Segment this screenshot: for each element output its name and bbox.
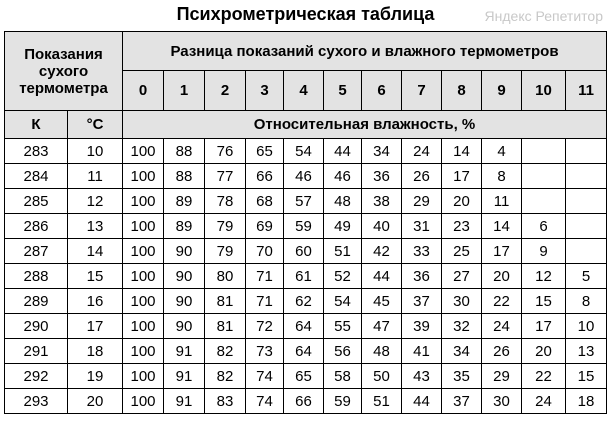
table-row [5, 289, 607, 314]
humidity-cell: 37 [402, 289, 442, 314]
humidity-cell: 18 [566, 389, 607, 414]
diff-header-cell: 7 [402, 71, 442, 111]
diff-header-cell: 0 [123, 71, 164, 111]
humidity-cell: 66 [284, 389, 324, 414]
humidity-cell: 17 [522, 314, 566, 339]
humidity-cell: 29 [482, 364, 522, 389]
humidity-cell: 38 [362, 189, 402, 214]
humidity-cell: 48 [324, 189, 362, 214]
humidity-cell: 82 [205, 339, 246, 364]
humidity-cell: 60 [284, 239, 324, 264]
humidity-cell: 61 [284, 264, 324, 289]
humidity-cell: 55 [324, 314, 362, 339]
humidity-cell: 100 [123, 239, 164, 264]
humidity-cell: 54 [324, 289, 362, 314]
humidity-cell: 56 [324, 339, 362, 364]
celsius-cell: 12 [68, 189, 123, 214]
humidity-cell: 91 [164, 389, 205, 414]
watermark: Яндекс Репетитор [484, 8, 603, 24]
humidity-cell: 80 [205, 264, 246, 289]
diff-header-cell: 8 [442, 71, 482, 111]
humidity-cell: 42 [362, 239, 402, 264]
humidity-cell: 33 [402, 239, 442, 264]
kelvin-cell: 285 [5, 189, 68, 214]
humidity-cell: 41 [402, 339, 442, 364]
humidity-cell: 15 [522, 289, 566, 314]
unit-celsius-header: °С [68, 111, 123, 139]
humidity-cell: 65 [284, 364, 324, 389]
humidity-cell: 14 [482, 214, 522, 239]
humidity-cell: 51 [362, 389, 402, 414]
humidity-cell: 8 [482, 164, 522, 189]
diff-header-cell: 10 [522, 71, 566, 111]
humidity-cell: 44 [362, 264, 402, 289]
humidity-cell: 90 [164, 239, 205, 264]
humidity-cell: 79 [205, 214, 246, 239]
humidity-cell: 25 [442, 239, 482, 264]
humidity-cell: 48 [362, 339, 402, 364]
humidity-cell: 24 [522, 389, 566, 414]
humidity-cell: 90 [164, 264, 205, 289]
humidity-cell: 13 [566, 339, 607, 364]
humidity-cell [566, 214, 607, 239]
humidity-cell: 100 [123, 214, 164, 239]
humidity-cell: 71 [246, 289, 284, 314]
difference-header: Разница показаний сухого и влажного термометров [123, 32, 607, 71]
humidity-cell: 100 [123, 189, 164, 214]
kelvin-cell: 291 [5, 339, 68, 364]
humidity-cell: 64 [284, 339, 324, 364]
humidity-cell: 26 [402, 164, 442, 189]
kelvin-cell: 289 [5, 289, 68, 314]
table-row [5, 164, 607, 189]
humidity-cell: 74 [246, 389, 284, 414]
table-row [5, 264, 607, 289]
humidity-cell: 70 [246, 239, 284, 264]
diff-header-cell: 1 [164, 71, 205, 111]
humidity-cell: 30 [442, 289, 482, 314]
humidity-cell: 58 [324, 364, 362, 389]
humidity-cell: 100 [123, 264, 164, 289]
humidity-cell [522, 189, 566, 214]
humidity-cell: 91 [164, 364, 205, 389]
humidity-cell: 23 [442, 214, 482, 239]
humidity-cell: 90 [164, 289, 205, 314]
humidity-cell: 76 [205, 139, 246, 164]
humidity-cell: 35 [442, 364, 482, 389]
humidity-cell: 89 [164, 189, 205, 214]
humidity-cell: 59 [324, 389, 362, 414]
humidity-cell: 4 [482, 139, 522, 164]
humidity-cell: 66 [246, 164, 284, 189]
diff-header-cell: 3 [246, 71, 284, 111]
humidity-cell: 79 [205, 239, 246, 264]
humidity-cell [566, 189, 607, 214]
humidity-cell: 36 [402, 264, 442, 289]
humidity-cell: 59 [284, 214, 324, 239]
humidity-cell: 69 [246, 214, 284, 239]
humidity-cell: 82 [205, 364, 246, 389]
kelvin-cell: 287 [5, 239, 68, 264]
humidity-cell: 83 [205, 389, 246, 414]
psychrometric-table [4, 31, 607, 414]
humidity-cell: 72 [246, 314, 284, 339]
humidity-cell: 43 [402, 364, 442, 389]
diff-header-cell: 5 [324, 71, 362, 111]
diff-header-cell: 2 [205, 71, 246, 111]
humidity-cell: 65 [246, 139, 284, 164]
humidity-cell: 78 [205, 189, 246, 214]
celsius-cell: 19 [68, 364, 123, 389]
humidity-cell: 8 [566, 289, 607, 314]
kelvin-cell: 292 [5, 364, 68, 389]
celsius-cell: 20 [68, 389, 123, 414]
diff-header-cell: 11 [566, 71, 607, 111]
table-row [5, 139, 607, 164]
humidity-cell: 37 [442, 389, 482, 414]
humidity-cell: 36 [362, 164, 402, 189]
kelvin-cell: 288 [5, 264, 68, 289]
humidity-cell: 100 [123, 314, 164, 339]
table-row [5, 239, 607, 264]
humidity-cell: 81 [205, 289, 246, 314]
humidity-cell: 54 [284, 139, 324, 164]
diff-header-cell: 6 [362, 71, 402, 111]
humidity-cell: 90 [164, 314, 205, 339]
humidity-cell [522, 164, 566, 189]
table-row [5, 314, 607, 339]
humidity-cell: 52 [324, 264, 362, 289]
table-row [5, 214, 607, 239]
humidity-cell: 6 [522, 214, 566, 239]
celsius-cell: 10 [68, 139, 123, 164]
humidity-cell: 39 [402, 314, 442, 339]
humidity-cell: 71 [246, 264, 284, 289]
humidity-cell: 88 [164, 164, 205, 189]
humidity-cell: 100 [123, 389, 164, 414]
celsius-cell: 15 [68, 264, 123, 289]
humidity-cell: 100 [123, 364, 164, 389]
humidity-cell: 100 [123, 164, 164, 189]
humidity-cell: 44 [324, 139, 362, 164]
humidity-cell: 20 [482, 264, 522, 289]
humidity-cell: 17 [482, 239, 522, 264]
humidity-cell: 91 [164, 339, 205, 364]
humidity-cell: 20 [522, 339, 566, 364]
humidity-cell: 10 [566, 314, 607, 339]
humidity-cell: 89 [164, 214, 205, 239]
humidity-cell: 74 [246, 364, 284, 389]
humidity-cell: 64 [284, 314, 324, 339]
humidity-cell: 40 [362, 214, 402, 239]
humidity-cell [566, 139, 607, 164]
table-row [5, 339, 607, 364]
humidity-cell: 51 [324, 239, 362, 264]
humidity-cell: 44 [402, 389, 442, 414]
celsius-cell: 17 [68, 314, 123, 339]
diff-header-cell: 9 [482, 71, 522, 111]
humidity-cell [522, 139, 566, 164]
humidity-cell: 22 [522, 364, 566, 389]
diff-header-cell: 4 [284, 71, 324, 111]
humidity-cell: 20 [442, 189, 482, 214]
humidity-cell: 31 [402, 214, 442, 239]
humidity-cell: 17 [442, 164, 482, 189]
celsius-cell: 16 [68, 289, 123, 314]
humidity-cell: 81 [205, 314, 246, 339]
humidity-cell: 100 [123, 339, 164, 364]
table-title: Психрометрическая таблица [176, 4, 435, 24]
humidity-cell: 62 [284, 289, 324, 314]
table-row [5, 189, 607, 214]
humidity-cell: 47 [362, 314, 402, 339]
humidity-cell: 77 [205, 164, 246, 189]
kelvin-cell: 293 [5, 389, 68, 414]
humidity-header: Относительная влажность, % [123, 111, 607, 139]
humidity-cell: 12 [522, 264, 566, 289]
humidity-cell: 26 [482, 339, 522, 364]
humidity-cell: 100 [123, 139, 164, 164]
dry-thermometer-header: Показания сухого термометра [5, 32, 123, 111]
humidity-cell: 49 [324, 214, 362, 239]
humidity-cell: 14 [442, 139, 482, 164]
humidity-cell: 46 [324, 164, 362, 189]
humidity-cell: 30 [482, 389, 522, 414]
celsius-cell: 11 [68, 164, 123, 189]
humidity-cell: 88 [164, 139, 205, 164]
table-row [5, 364, 607, 389]
humidity-cell: 32 [442, 314, 482, 339]
unit-kelvin-header: К [5, 111, 68, 139]
humidity-cell: 34 [442, 339, 482, 364]
humidity-cell: 24 [402, 139, 442, 164]
table-body [5, 139, 607, 414]
kelvin-cell: 283 [5, 139, 68, 164]
humidity-cell: 11 [482, 189, 522, 214]
humidity-cell: 57 [284, 189, 324, 214]
humidity-cell: 46 [284, 164, 324, 189]
humidity-cell: 34 [362, 139, 402, 164]
humidity-cell: 50 [362, 364, 402, 389]
humidity-cell: 68 [246, 189, 284, 214]
humidity-cell: 45 [362, 289, 402, 314]
humidity-cell: 29 [402, 189, 442, 214]
humidity-cell: 9 [522, 239, 566, 264]
celsius-cell: 18 [68, 339, 123, 364]
kelvin-cell: 284 [5, 164, 68, 189]
humidity-cell: 27 [442, 264, 482, 289]
humidity-cell: 73 [246, 339, 284, 364]
humidity-cell: 100 [123, 289, 164, 314]
table-row [5, 389, 607, 414]
kelvin-cell: 286 [5, 214, 68, 239]
humidity-cell: 15 [566, 364, 607, 389]
celsius-cell: 14 [68, 239, 123, 264]
humidity-cell: 24 [482, 314, 522, 339]
humidity-cell [566, 164, 607, 189]
humidity-cell: 22 [482, 289, 522, 314]
humidity-cell [566, 239, 607, 264]
kelvin-cell: 290 [5, 314, 68, 339]
celsius-cell: 13 [68, 214, 123, 239]
humidity-cell: 5 [566, 264, 607, 289]
